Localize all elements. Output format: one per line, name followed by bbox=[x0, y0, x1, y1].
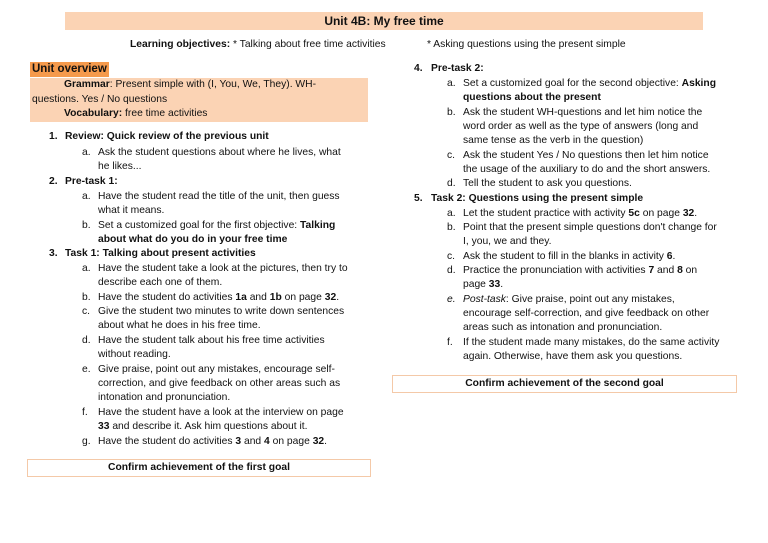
s3-a-letter: a. bbox=[82, 263, 91, 274]
s3-e-letter: e. bbox=[82, 364, 91, 375]
s3-g-mid: and bbox=[241, 436, 265, 447]
s3-g-bold-1: 3 bbox=[235, 436, 242, 447]
s5-d-line-2 bbox=[463, 278, 503, 293]
s1-a-letter: a. bbox=[82, 147, 91, 158]
learning-objectives bbox=[0, 38, 768, 52]
s2-b-text: Set a customized goal for the first objective: bbox=[98, 220, 301, 231]
s3-c-letter: c. bbox=[82, 306, 91, 317]
s5-b-letter: b. bbox=[447, 222, 456, 233]
section-3-number: 3. bbox=[49, 248, 58, 259]
grammar-label: Grammar bbox=[64, 79, 110, 90]
grammar-line-1 bbox=[64, 78, 316, 93]
objective-second: * Asking questions using the present simple bbox=[427, 39, 626, 50]
s3-d-letter: d. bbox=[82, 335, 91, 346]
s4-c-line-2: the usage of the auxiliary to do and the short answers. bbox=[463, 164, 711, 175]
section-3-title: Task 1: Talking about present activities bbox=[65, 248, 256, 259]
s2-a-line-2: what it means. bbox=[98, 205, 165, 216]
s3-g-pre: Have the student do activities bbox=[98, 436, 236, 447]
s2-b-line-1 bbox=[98, 219, 335, 234]
s4-d-letter: d. bbox=[447, 178, 456, 189]
s4-b-line-2: word order as well as the type of answers (long and bbox=[463, 121, 699, 132]
s3-g-bold-2: 4 bbox=[264, 436, 270, 447]
s3-b-bold-1: 1a bbox=[235, 292, 247, 303]
s5-f-line-1: If the student made many mistakes, do the same activity bbox=[463, 337, 720, 348]
s3-c-line-1: Give the student two minutes to write down sentences bbox=[98, 306, 345, 317]
objectives-label: Learning objectives: bbox=[130, 39, 231, 50]
s5-a-pre: Let the student practice with activity bbox=[463, 208, 629, 219]
s3-g-bold-3: 32 bbox=[312, 436, 325, 447]
s5-a-end: . bbox=[694, 208, 698, 219]
s5-a-letter: a. bbox=[447, 208, 456, 219]
s3-g-letter: g. bbox=[82, 436, 91, 447]
s3-e-line-2: correction, and give feedback on other areas such as bbox=[98, 378, 341, 389]
s5-d2-end: . bbox=[500, 279, 504, 290]
unit-overview-box bbox=[30, 78, 368, 122]
s1-a-line-1: Ask the student questions about where he lives, what bbox=[98, 147, 341, 158]
s4-a-line-2: questions about the present bbox=[463, 92, 601, 103]
s5-e-text: : Give praise, point out any mistakes, bbox=[505, 294, 675, 305]
s2-a-letter: a. bbox=[82, 191, 91, 202]
s3-f-bold: 33 bbox=[98, 421, 110, 432]
s5-c-line bbox=[463, 250, 675, 265]
s3-d-line-1: Have the student talk about his free time activities bbox=[98, 335, 325, 346]
s5-a-post: on page bbox=[639, 208, 683, 219]
s5-d-pre: Practice the pronunciation with activities bbox=[463, 265, 649, 276]
s4-b-letter: b. bbox=[447, 107, 456, 118]
s5-d-bold-2: 8 bbox=[677, 265, 683, 276]
s5-c-pre: Ask the student to fill in the blanks in activity bbox=[463, 251, 667, 262]
s4-c-letter: c. bbox=[447, 150, 456, 161]
grammar-line-2: questions. Yes / No questions bbox=[32, 94, 168, 105]
confirm-second-goal: Confirm achievement of the second goal bbox=[392, 375, 737, 393]
s4-b-line-3: same tense as the verb in the question) bbox=[463, 135, 644, 146]
s5-d-bold-1: 7 bbox=[648, 265, 655, 276]
s5-c-end: . bbox=[672, 251, 676, 262]
vocabulary-line bbox=[64, 107, 207, 122]
s4-a-text: Set a customized goal for the second objective: bbox=[463, 78, 682, 89]
s3-a-line-2: describe each one of them. bbox=[98, 277, 223, 288]
s2-b-letter: b. bbox=[82, 220, 91, 231]
s5-c-letter: c. bbox=[447, 251, 456, 262]
objective-first-line bbox=[130, 38, 386, 53]
s5-b-line-2: I, you, we and they. bbox=[463, 236, 552, 247]
section-2-number: 2. bbox=[49, 176, 58, 187]
s3-b-end: . bbox=[336, 292, 340, 303]
objective-first: * Talking about free time activities bbox=[230, 39, 386, 50]
s5-a-bold-1: 5c bbox=[628, 208, 640, 219]
s3-b-mid: and bbox=[246, 292, 270, 303]
s2-b-bold: Talking bbox=[300, 220, 336, 231]
s2-b-line-2: about what do you do in your free time bbox=[98, 234, 288, 245]
s3-b-post: on page bbox=[281, 292, 325, 303]
s3-e-line-3: intonation and pronunciation. bbox=[98, 392, 231, 403]
s4-a-bold: Asking bbox=[681, 78, 716, 89]
s5-a-line bbox=[463, 207, 697, 222]
section-4-number: 4. bbox=[414, 63, 423, 74]
s5-d-line-1 bbox=[463, 264, 697, 279]
section-4-title: Pre-task 2: bbox=[431, 63, 484, 74]
s3-g-post: on page bbox=[269, 436, 313, 447]
s4-a-letter: a. bbox=[447, 78, 456, 89]
s4-b-line-1: Ask the student WH-questions and let him notice the bbox=[463, 107, 703, 118]
s3-c-line-2: about what he does in his free time. bbox=[98, 320, 261, 331]
s4-c-line-1: Ask the student Yes / No questions then let him notice bbox=[463, 150, 709, 161]
s3-f-letter: f. bbox=[82, 407, 88, 418]
s5-d-post: on bbox=[682, 265, 698, 276]
s5-d2-pre: page bbox=[463, 279, 489, 290]
s5-e-line-3: areas such as intonation and pronunciation. bbox=[463, 322, 663, 333]
s3-e-line-1: Give praise, point out any mistakes, encourage self- bbox=[98, 364, 335, 375]
s4-a-line-1 bbox=[463, 77, 716, 92]
s5-c-bold: 6 bbox=[666, 251, 673, 262]
page-title: Unit 4B: My free time bbox=[65, 12, 703, 30]
s4-d-line: Tell the student to ask you questions. bbox=[463, 178, 632, 189]
s5-e-line-2: encourage self-correction, and give feedback on other bbox=[463, 308, 710, 319]
s3-f-line-2 bbox=[98, 420, 308, 435]
s3-b-pre: Have the student do activities bbox=[98, 292, 236, 303]
section-1-number: 1. bbox=[49, 131, 58, 142]
s3-a-line-1: Have the student take a look at the pictures, then try to bbox=[98, 263, 348, 274]
s3-f-line-1: Have the student have a look at the interview on page bbox=[98, 407, 344, 418]
section-5-number: 5. bbox=[414, 193, 423, 204]
confirm-first-goal: Confirm achievement of the first goal bbox=[27, 459, 371, 477]
s3-f-text: and describe it. Ask him questions about it. bbox=[109, 421, 308, 432]
vocabulary-label: Vocabulary: bbox=[64, 108, 123, 119]
s3-d-line-2: without reading. bbox=[98, 349, 171, 360]
s3-b-bold-3: 32 bbox=[324, 292, 337, 303]
s1-a-line-2: he likes... bbox=[98, 161, 142, 172]
section-5-title: Task 2: Questions using the present simple bbox=[431, 193, 644, 204]
s3-b-bold-2: 1b bbox=[269, 292, 282, 303]
section-1-title: Review: Quick review of the previous unit bbox=[65, 131, 269, 142]
section-2-title: Pre-task 1: bbox=[65, 176, 118, 187]
s5-e-letter: e. bbox=[447, 294, 456, 305]
s5-d-mid: and bbox=[654, 265, 678, 276]
s5-f-line-2: again. Otherwise, have them ask you questions. bbox=[463, 351, 683, 362]
vocabulary-text: free time activities bbox=[122, 108, 208, 119]
s3-b-line bbox=[98, 291, 339, 306]
s5-a-bold-2: 32 bbox=[682, 208, 695, 219]
s3-b-letter: b. bbox=[82, 292, 91, 303]
s5-e-italic: Post-task bbox=[463, 294, 506, 305]
grammar-text-1: : Present simple with (I, You, We, They). WH- bbox=[109, 79, 316, 90]
s5-d2-bold: 33 bbox=[488, 279, 501, 290]
s3-g-end: . bbox=[324, 436, 328, 447]
s5-b-line-1: Point that the present simple questions don't change for bbox=[463, 222, 717, 233]
s2-a-line-1: Have the student read the title of the unit, then guess bbox=[98, 191, 340, 202]
s5-d-letter: d. bbox=[447, 265, 456, 276]
s5-e-line-1 bbox=[463, 293, 675, 308]
s3-g-line bbox=[98, 435, 327, 450]
s5-f-letter: f. bbox=[447, 337, 453, 348]
unit-overview-heading: Unit overview bbox=[32, 63, 107, 75]
